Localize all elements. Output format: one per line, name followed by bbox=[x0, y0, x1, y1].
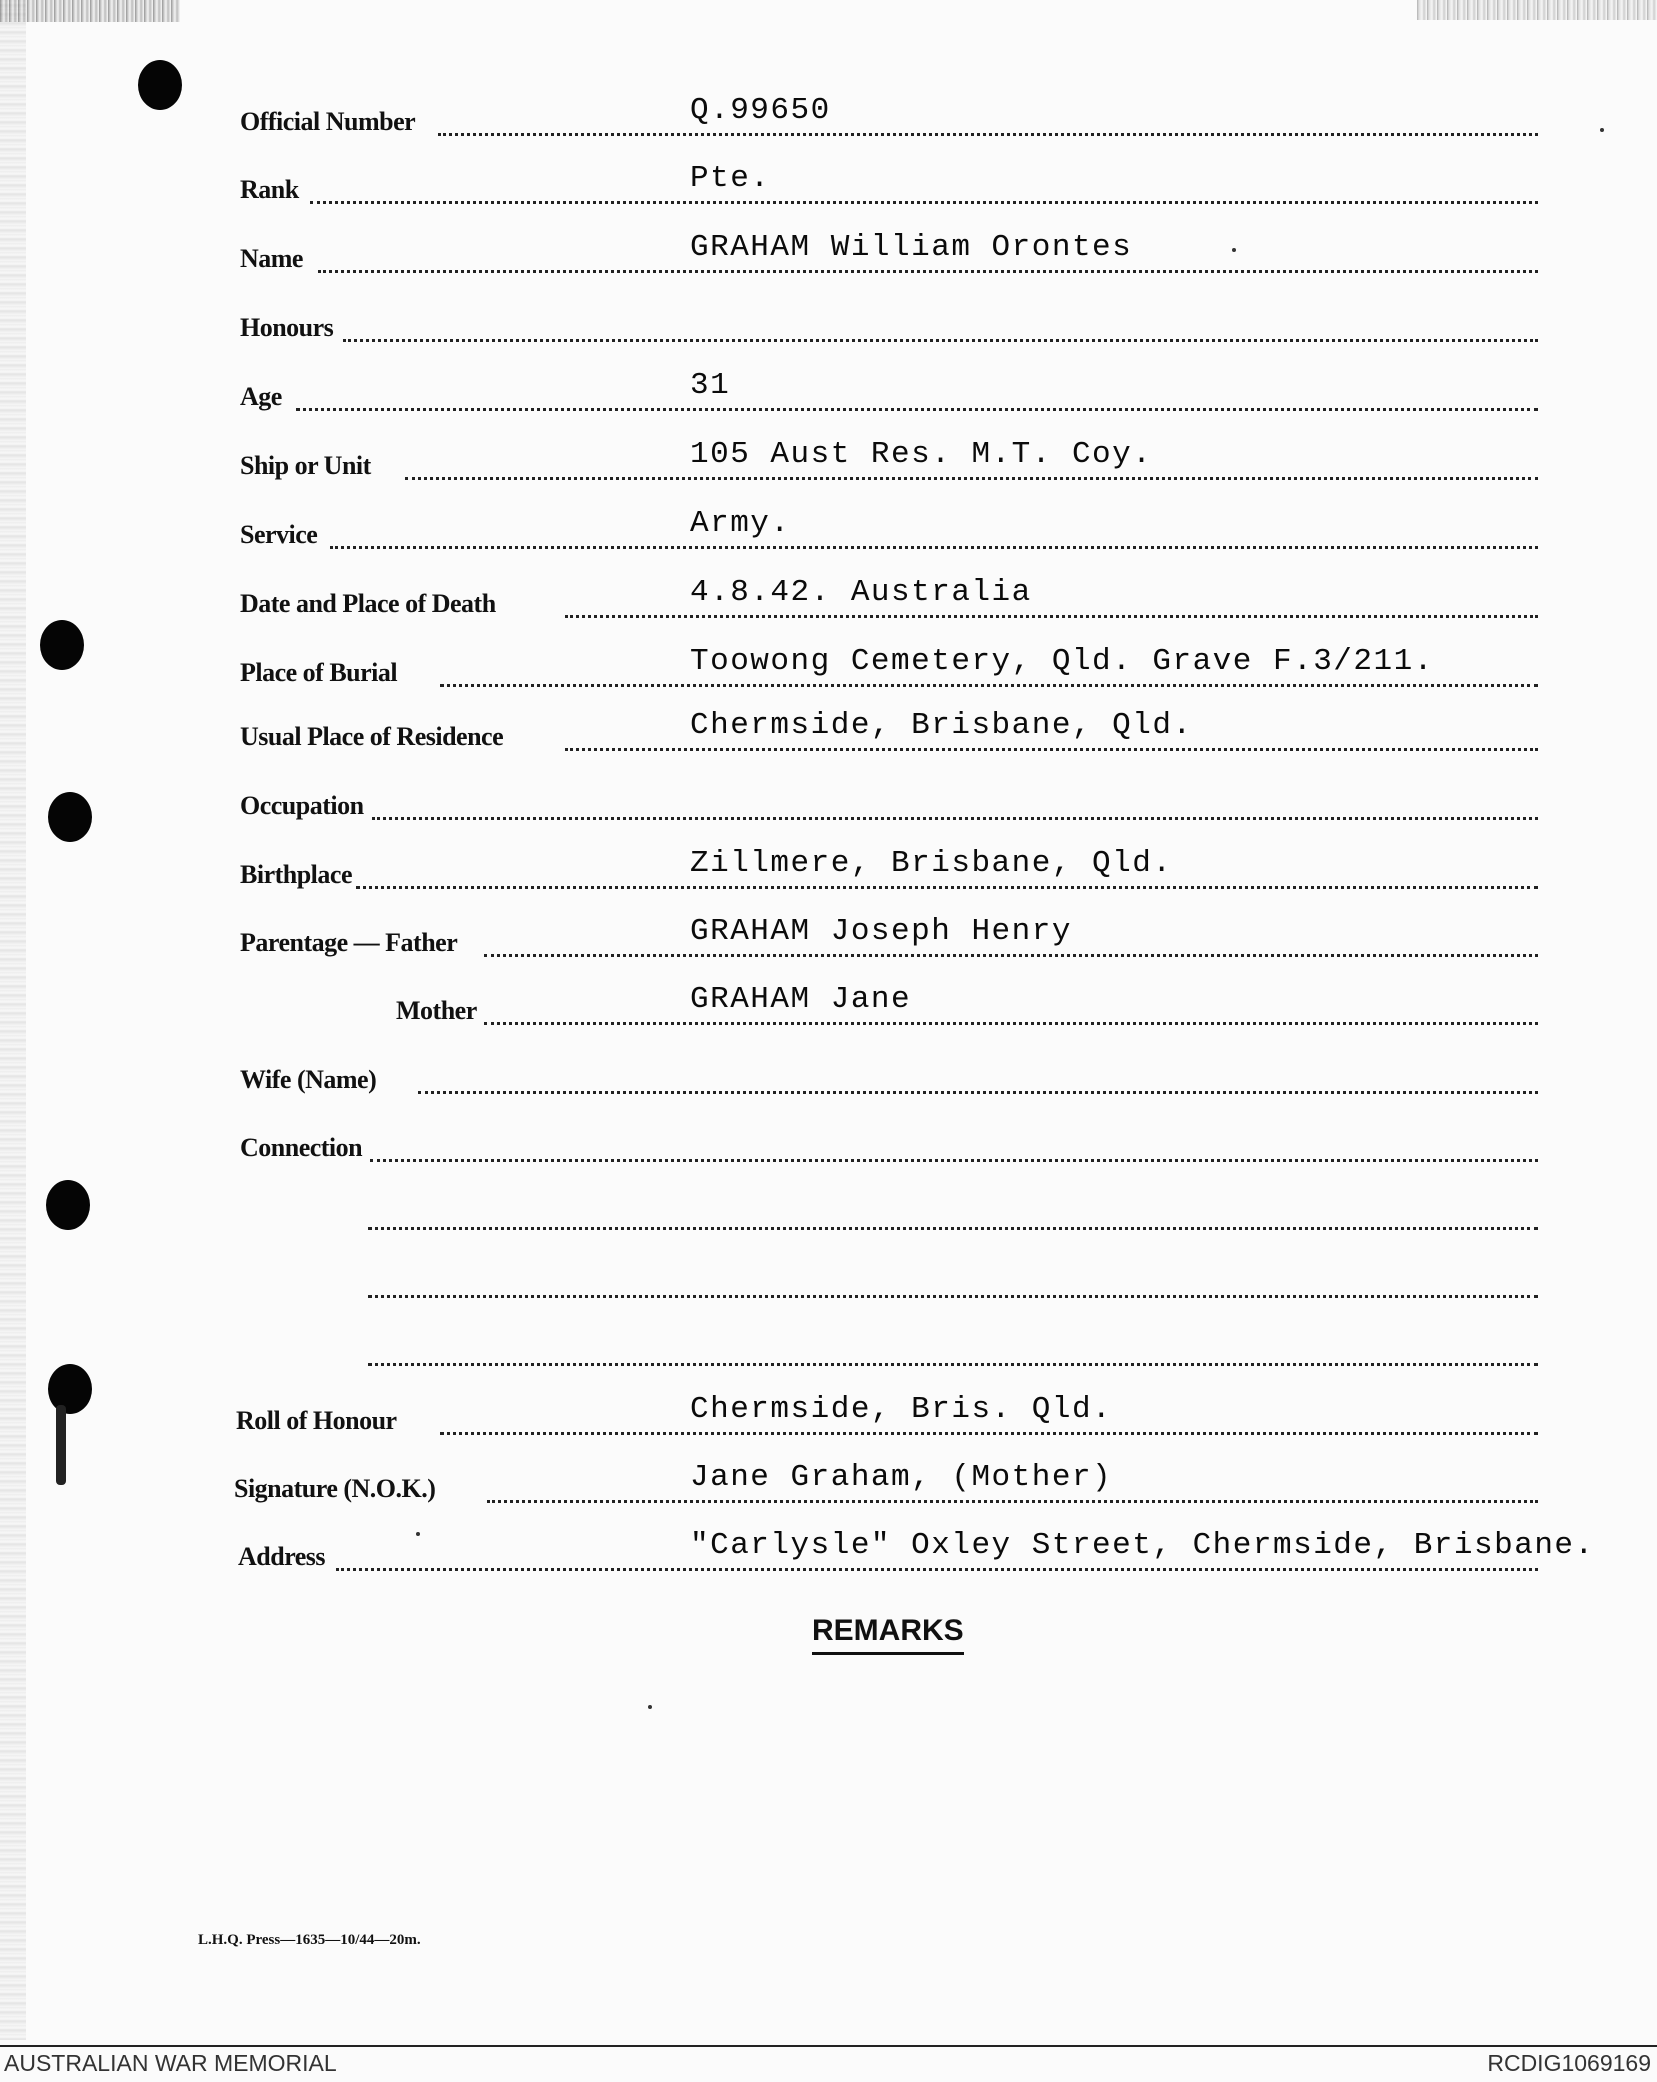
field-value: Chermside, Brisbane, Qld. bbox=[690, 708, 1193, 743]
field-dotted-line bbox=[310, 201, 1538, 204]
field-label: Official Number bbox=[240, 107, 416, 136]
field-dotted-line bbox=[405, 477, 1538, 480]
field-label: Wife (Name) bbox=[240, 1065, 377, 1094]
field-dotted-line bbox=[368, 1227, 1538, 1230]
field-dotted-line bbox=[487, 1500, 1538, 1503]
field-label: Service bbox=[240, 520, 318, 549]
field-dotted-line bbox=[318, 270, 1538, 273]
field-label: Age bbox=[240, 382, 282, 411]
field-label: Address bbox=[238, 1542, 326, 1571]
field-label: Birthplace bbox=[240, 860, 352, 889]
field-dotted-line bbox=[343, 339, 1538, 342]
punch-hole bbox=[40, 620, 84, 670]
field-value: GRAHAM Joseph Henry bbox=[690, 914, 1072, 949]
field-dotted-line bbox=[336, 1568, 1538, 1571]
field-dotted-line bbox=[418, 1091, 1538, 1094]
field-value: 4.8.42. Australia bbox=[690, 575, 1032, 610]
field-value: Zillmere, Brisbane, Qld. bbox=[690, 846, 1173, 881]
field-dotted-line bbox=[368, 1363, 1538, 1366]
speck bbox=[1232, 248, 1236, 252]
footer-record-id: RCDIG1069169 bbox=[1487, 2050, 1651, 2076]
field-dotted-line bbox=[484, 954, 1538, 957]
field-dotted-line bbox=[372, 817, 1538, 820]
field-dotted-line bbox=[565, 748, 1538, 751]
field-dotted-line bbox=[484, 1022, 1538, 1025]
field-label: Connection bbox=[240, 1133, 363, 1162]
field-label: Rank bbox=[240, 175, 299, 204]
field-dotted-line bbox=[356, 886, 1538, 889]
remarks-heading: REMARKS bbox=[812, 1614, 964, 1655]
punch-hole bbox=[48, 1364, 92, 1414]
field-label: Honours bbox=[240, 313, 334, 342]
field-dotted-line bbox=[370, 1159, 1538, 1162]
field-value: GRAHAM Jane bbox=[690, 982, 912, 1017]
punch-hole bbox=[138, 60, 182, 110]
field-label: Occupation bbox=[240, 791, 364, 820]
field-value: Chermside, Bris. Qld. bbox=[690, 1392, 1113, 1427]
speck bbox=[1600, 128, 1604, 132]
field-dotted-line bbox=[330, 546, 1538, 549]
field-label: Parentage — Father bbox=[240, 928, 458, 957]
field-dotted-line bbox=[438, 133, 1538, 136]
field-value: "Carlysle" Oxley Street, Chermside, Brisbane. bbox=[690, 1528, 1595, 1563]
field-label: Roll of Honour bbox=[236, 1406, 397, 1435]
field-dotted-line bbox=[565, 615, 1538, 618]
field-label: Usual Place of Residence bbox=[240, 722, 504, 751]
field-value: Army. bbox=[690, 506, 791, 541]
field-value: 31 bbox=[690, 368, 731, 403]
field-value: Pte. bbox=[690, 161, 771, 196]
speck bbox=[648, 1705, 652, 1709]
field-label: Ship or Unit bbox=[240, 451, 371, 480]
footer-divider bbox=[0, 2045, 1657, 2047]
field-value: Toowong Cemetery, Qld. Grave F.3/211. bbox=[690, 644, 1434, 679]
field-value: Q.99650 bbox=[690, 93, 831, 128]
field-dotted-line bbox=[296, 408, 1538, 411]
field-label: Date and Place of Death bbox=[240, 589, 496, 618]
speck bbox=[416, 1532, 420, 1536]
field-value: 105 Aust Res. M.T. Coy. bbox=[690, 437, 1153, 472]
field-label: Name bbox=[240, 244, 303, 273]
field-dotted-line bbox=[368, 1295, 1538, 1298]
field-value: Jane Graham, (Mother) bbox=[690, 1460, 1113, 1495]
scan-edge-left bbox=[0, 0, 26, 2040]
scan-edge-top-right bbox=[1417, 0, 1657, 20]
footer-institution: AUSTRALIAN WAR MEMORIAL bbox=[4, 2050, 337, 2076]
field-dotted-line bbox=[440, 684, 1538, 687]
field-dotted-line bbox=[440, 1432, 1538, 1435]
scan-edge-top-left bbox=[0, 0, 180, 22]
field-label: Signature (N.O.K.) bbox=[234, 1474, 436, 1503]
field-value: GRAHAM William Orontes bbox=[690, 230, 1133, 265]
field-label: Mother bbox=[396, 996, 477, 1025]
punch-hole bbox=[46, 1180, 90, 1230]
punch-hole-shadow bbox=[56, 1405, 66, 1485]
field-label: Place of Burial bbox=[240, 658, 398, 687]
punch-hole bbox=[48, 792, 92, 842]
press-mark: L.H.Q. Press—1635—10/44—20m. bbox=[198, 1932, 421, 1948]
